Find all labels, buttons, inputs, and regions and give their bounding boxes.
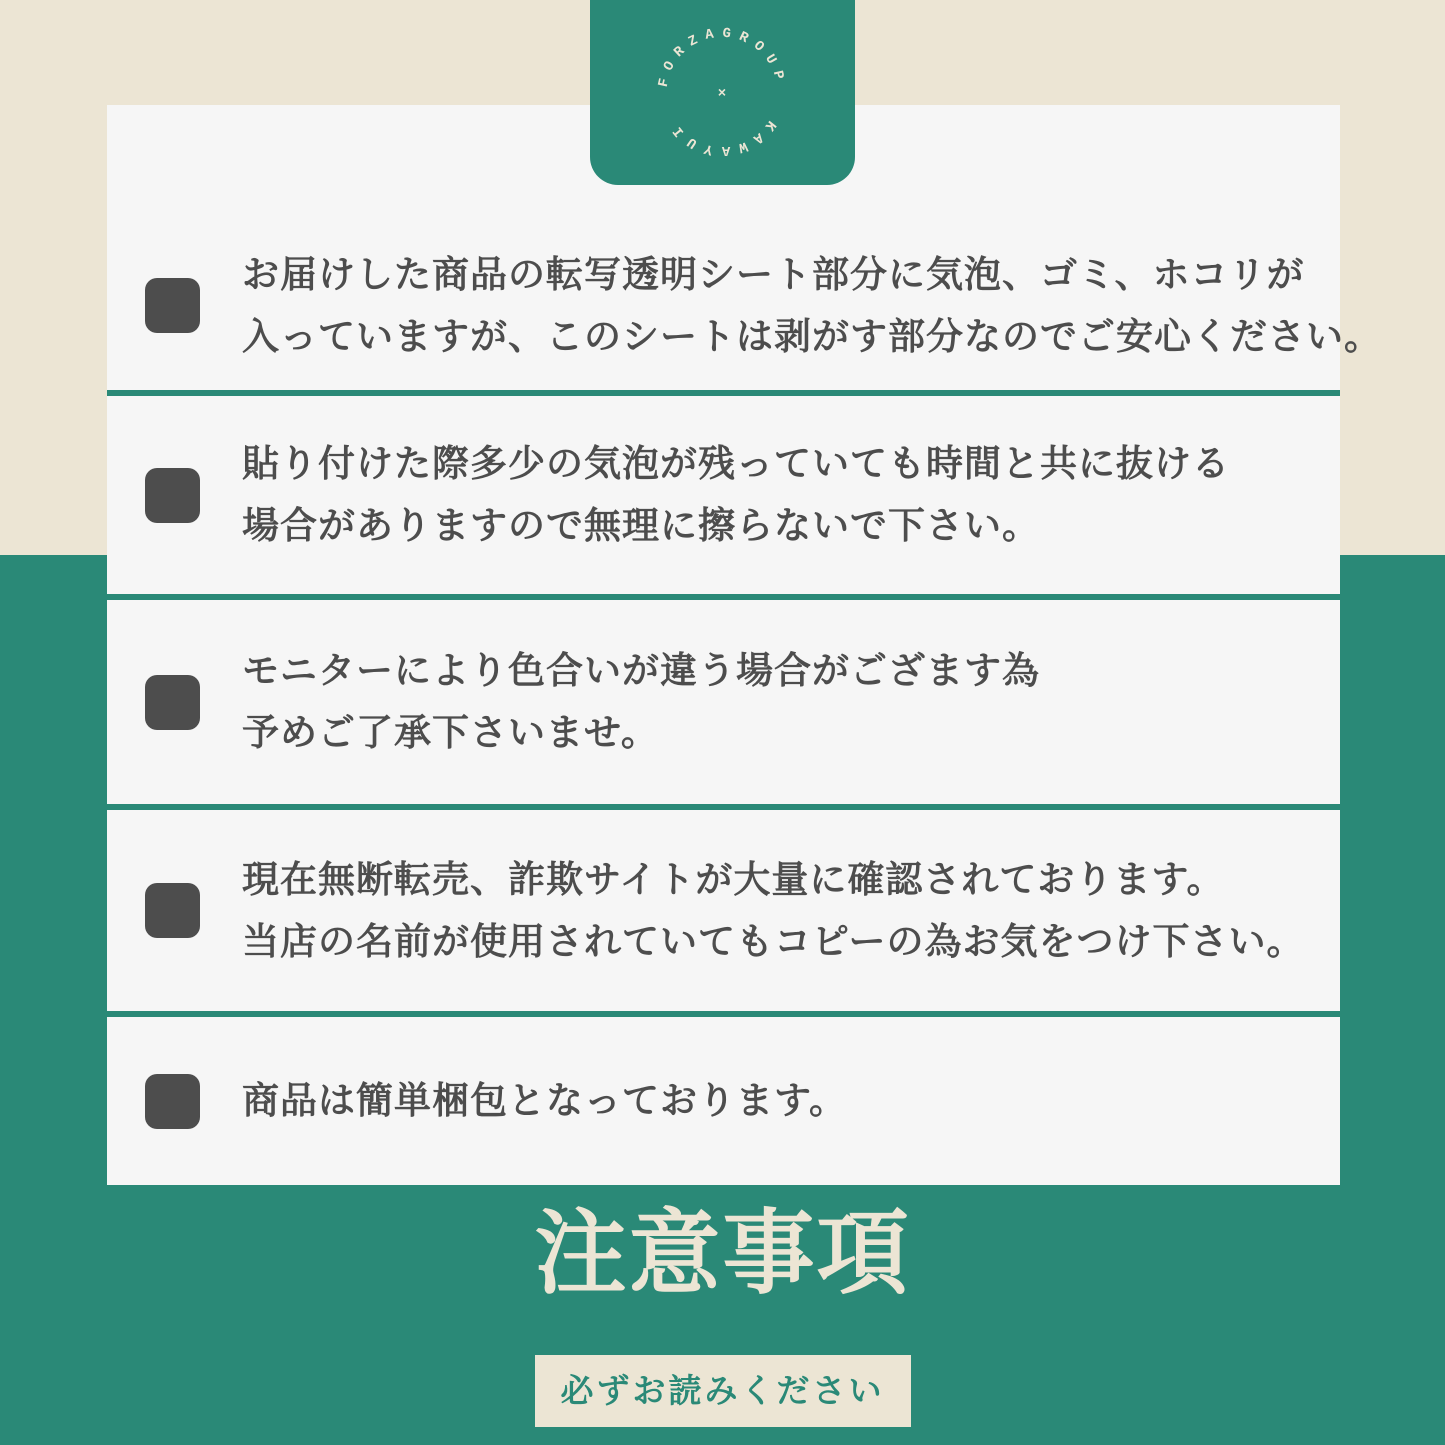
read-me-badge-label: 必ずお読みください	[560, 1372, 885, 1409]
notice-text-line: 入っていますが、このシートは剥がす部分なのでご安心ください。	[242, 315, 1382, 357]
footer	[0, 1200, 1445, 1427]
brand-arc-bottom-text: KAWAYUI	[665, 116, 779, 159]
notice-text-line: 予めご了承下さいませ。	[242, 712, 659, 753]
notice-item	[107, 396, 1340, 594]
notice-text-line: お届けした商品の転写透明シート部分に気泡、ゴミ、ホコリが	[242, 253, 1305, 295]
notice-item	[107, 1017, 1340, 1185]
checkbox-bullet-icon	[145, 1074, 200, 1129]
notice-text-line: モニターにより色合いが違う場合がござます為	[242, 650, 1040, 691]
page-title: 注意事項	[534, 1203, 911, 1305]
notice-text-line: 商品は簡単梱包となっております。	[242, 1080, 848, 1121]
checkbox-bullet-icon	[145, 278, 200, 333]
brand-arc-top-text: FORZAGROUP	[655, 25, 789, 89]
read-me-badge	[535, 1355, 911, 1427]
checkbox-bullet-icon	[145, 468, 200, 523]
brand-logo	[590, 0, 855, 185]
notice-text-line: 現在無断転売、詐欺サイトが大量に確認されております。	[242, 858, 1225, 900]
checkbox-bullet-icon	[145, 883, 200, 938]
brand-tab	[590, 0, 855, 185]
notice-text-line: 貼り付けた際多少の気泡が残っていても時間と共に抜ける	[242, 443, 1230, 484]
notice-item	[107, 600, 1340, 804]
notice-text-line: 場合がありますので無理に擦らないで下さい。	[242, 505, 1040, 546]
notice-list	[107, 105, 1382, 1185]
notice-text-line: 当店の名前が使用されていてもコピーの為お気をつけ下さい。	[242, 920, 1305, 962]
notice-item	[107, 810, 1340, 1011]
brand-x-mark: ×	[717, 86, 727, 102]
checkbox-bullet-icon	[145, 675, 200, 730]
